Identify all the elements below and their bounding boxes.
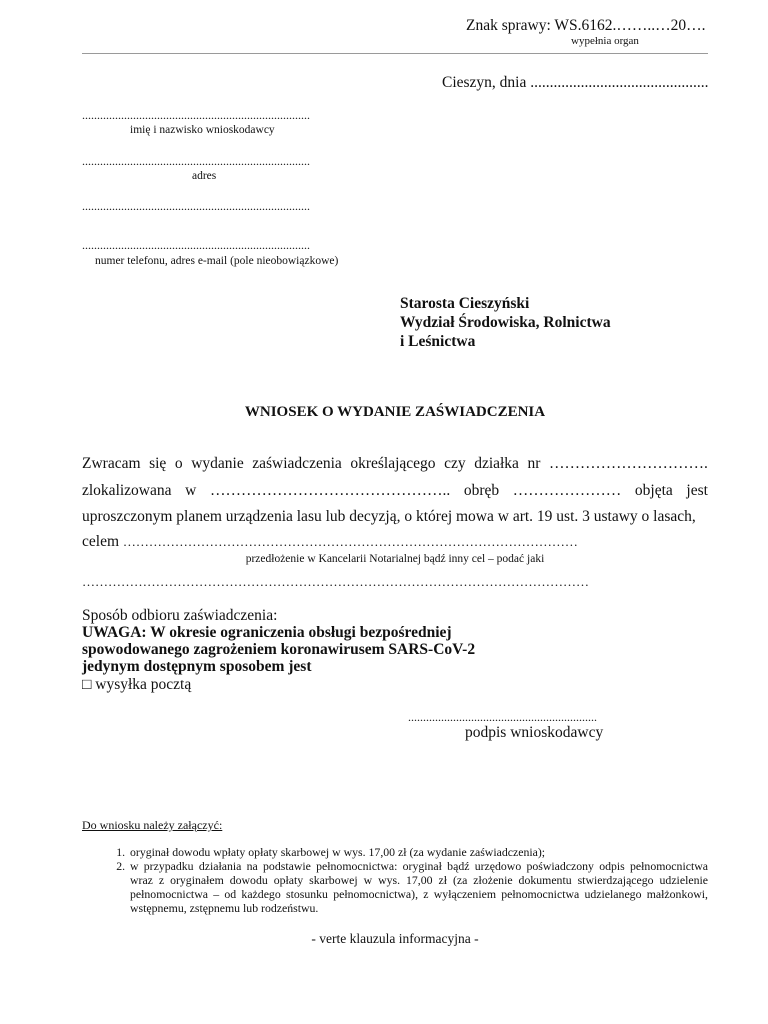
footer-note: - verte klauzula informacyjna -: [311, 931, 479, 946]
word: określającego: [350, 455, 436, 472]
applicant-name-field[interactable]: ............................................................................: [82, 108, 310, 122]
word: objęta: [634, 482, 673, 499]
applicant-address-field[interactable]: ............................................................................: [82, 154, 310, 168]
word: czy: [444, 455, 466, 472]
signature-label: podpis wnioskodawcy: [465, 724, 604, 741]
word: się: [149, 455, 167, 472]
word: Zwracam: [82, 455, 141, 472]
applicant-address-label: adres: [192, 170, 217, 182]
pickup-note-line-3: jedynym dostępnym sposobem jest: [82, 658, 312, 675]
word: nr: [527, 455, 541, 472]
purpose-field[interactable]: ……………………………………………………………………………………………: [122, 534, 578, 549]
case-number: Znak sprawy: WS.6162.……..…20….: [466, 17, 706, 34]
checkbox-icon[interactable]: □: [82, 676, 92, 693]
attachments-heading: Do wniosku należy załączyć:: [82, 818, 223, 832]
attachment-item: 2. w przypadku działania na podstawie pełnomocnictwa: oryginał bądź urzędowo poświadczony odpis pełnomocnictwa wraz z oryginałem dowodu opłaty skarbowej w wys. 17,00 zł (za złożenie dokumentu stwierdzającego udzielenie pełnomocnictwa – od każdego stosunku pełnomocnictwa), z wyłączeniem pełnomocnictwa udzielanego małżonkowi, wstępnemu, zstępnemu lub rodzeństwu.: [128, 859, 708, 915]
applicant-contact-label: numer telefonu, adres e-mail (pole nieobowiązkowe): [95, 255, 339, 267]
place-date-field[interactable]: Cieszyn, dnia ..............................................: [442, 74, 709, 91]
purpose-hint: przedłożenie w Kancelarii Notarialnej bądź inny cel – podać jaki: [245, 553, 545, 565]
location-field[interactable]: ………………………………………..: [209, 482, 451, 499]
header-divider: [82, 53, 708, 54]
addressee-line-3: i Leśnictwa: [400, 333, 476, 350]
applicant-contact-field[interactable]: ............................................................................: [82, 238, 310, 252]
pickup-option-label: wysyłka pocztą: [95, 676, 192, 693]
pickup-label: Sposób odbioru zaświadczenia:: [82, 607, 278, 624]
precinct-field[interactable]: …………………: [512, 482, 622, 499]
applicant-name-label: imię i nazwisko wnioskodawcy: [130, 124, 275, 136]
applicant-address-field-2[interactable]: ............................................................................: [82, 199, 310, 213]
signature-field[interactable]: ...............................................................: [408, 710, 597, 724]
word: w: [185, 482, 197, 499]
document-title: WNIOSEK O WYDANIE ZAŚWIADCZENIA: [244, 404, 546, 420]
filled-by-note: wypełnia organ: [571, 35, 639, 47]
word: jest: [686, 482, 708, 499]
request-line-3: uproszczonym planem urządzenia lasu lub decyzją, o której mowa w art. 19 ust. 3 ustawy o lasach,: [82, 508, 696, 525]
word: działka: [474, 455, 519, 472]
purpose-label: celem: [82, 533, 120, 550]
request-line-1: [82, 455, 708, 473]
word: zaświadczenia: [252, 455, 342, 472]
request-line-4: [82, 533, 578, 551]
word: obręb: [463, 482, 500, 499]
plot-number-field[interactable]: ………………………….: [549, 455, 708, 472]
word: wydanie: [191, 455, 244, 472]
addressee-line-2: Wydział Środowiska, Rolnictwa: [400, 314, 611, 331]
purpose-field-2[interactable]: ………………………………………………………………………………………………………: [82, 574, 589, 589]
word: o: [174, 455, 183, 472]
pickup-option[interactable]: [82, 676, 191, 694]
pickup-note-line-1: UWAGA: W okresie ograniczenia obsługi bezpośredniej: [82, 624, 452, 641]
pickup-note-line-2: spowodowanego zagrożeniem koronawirusem SARS-CoV-2: [82, 641, 476, 658]
word: zlokalizowana: [82, 482, 172, 499]
addressee-line-1: Starosta Cieszyński: [400, 295, 530, 312]
request-line-2: [82, 482, 708, 500]
attachments-list: [82, 845, 708, 915]
attachment-item: 1. oryginał dowodu wpłaty opłaty skarbowej w wys. 17,00 zł (za wydanie zaświadczenia);: [128, 845, 708, 859]
